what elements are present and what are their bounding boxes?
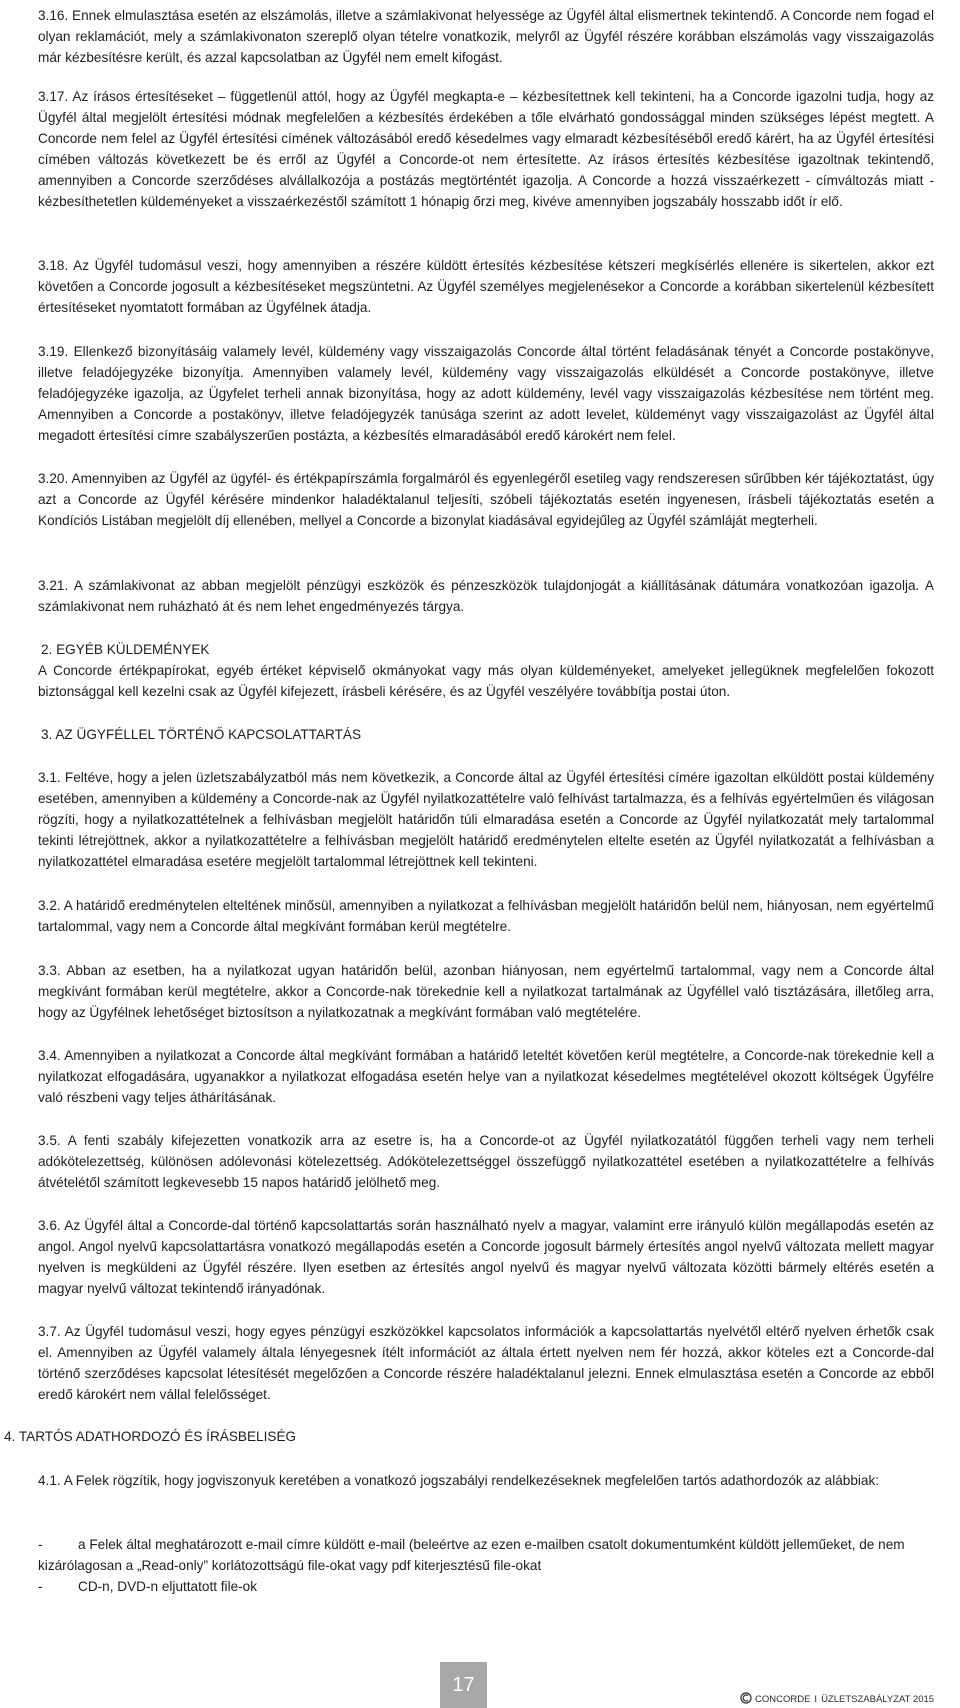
paragraph-3-19: 3.19. Ellenkező bizonyításáig valamely levél, küldemény vagy visszaigazolás Concorde által történt feladásának tényét a Concorde postakönyve, illetve feladójegyzéke bizonyítja. Amennyiben valamely levél, küldemény vagy visszaigazolás elküldését a Concorde postakönyve, illetve feladójegyzéke igazolja, az Ügyfelet terheli annak bizonyítása, hogy az adott küldemény, levél vagy visszaigazolás kézbesítése nem történt meg. Amennyiben a Concorde a postakönyv, illetve feladójegyzék tanúsága szerint az adott levelet, küldeményt vagy visszaigazolást az Ügyfél által megadott értesítési címre szabályszerűen postázta, a kézbesítés elmaradásából eredő károkért nem felel.	[38, 344, 934, 443]
section-heading-4: 4. TARTÓS ADATHORDOZÓ ÉS ÍRÁSBELISÉG	[4, 1429, 297, 1444]
paragraph-3-16: 3.16. Ennek elmulasztása esetén az elszámolás, illetve a számlakivonat helyessége az Ügyfél által elismertnek tekintendő. A Concorde nem fogad el olyan reklamációt, mely a számlakivonaton szereplő olyan tételre vonatkozik, melyről az Ügyfél részére korábban elszámolás vagy visszaigazolás már kézbesítésre került, és azzal kapcsolatban az Ügyfél nem emelt kifogást.	[38, 8, 934, 65]
footer-document-name: ÜZLETSZABÁLYZAT 2015	[821, 1694, 935, 1705]
list-dash: -	[38, 1537, 43, 1552]
paragraph-3-21: 3.21. A számlakivonat az abban megjelölt pénzügyi eszközök és pénzeszközök tulajdonjogát a kiállításának dátumára vonatkozóan igazolja. A számlakivonat nem ruházható át és nem lehet engedményezés tárgya.	[38, 578, 934, 614]
paragraph-3-5: 3.5. A fenti szabály kifejezetten vonatkozik arra az esetre is, ha a Concorde-ot az Ügyfél nyilatkozatától függően terheli vagy nem terheli adókötelezettség, különösen adólevonási kötelezettség. Adókötelezettséggel összefüggő nyilatkozattétel esetében a nyilatkozattételre a felhívás átvételétől számított legkevesebb 15 napos határidő jelölhető meg.	[38, 1133, 934, 1190]
footer-brand-name: CONCORDE	[755, 1694, 811, 1705]
list-item	[38, 1535, 934, 1577]
section-heading-2: 2. EGYÉB KÜLDEMÉNYEK	[41, 642, 210, 657]
page-number: 17	[440, 1662, 487, 1708]
paragraph-3-4: 3.4. Amennyiben a nyilatkozat a Concorde által megkívánt formában a határidő leteltét követően kerül megtételre, a Concorde-nak törekednie kell a nyilatkozat elfogadására, ugyanakkor a nyilatkozat elfogadása esetén helye van a nyilatkozat késedelmes megtételével okozott költségek Ügyfélre való részbeni vagy teljes áthárításának.	[38, 1048, 934, 1105]
paragraph-4-1: 4.1. A Felek rögzítik, hogy jogviszonyuk keretében a vonatkozó jogszabályi rendelkezéseknek megfelelően tartós adathordozók az alábbiak:	[38, 1473, 880, 1488]
concorde-logo-icon	[740, 1692, 753, 1708]
list-item-text: a Felek által meghatározott e-mail címre küldött e-mail (beleértve az ezen e-mailben csatolt dokumentumként küldött jelleműeket, de nem kizárólagosan a „Read-only” korlátozottságú file-okat vagy pdf kiterjesztésű file-okat	[38, 1537, 905, 1573]
paragraph-3-17: 3.17. Az írásos értesítéseket – függetlenül attól, hogy az Ügyfél megkapta-e – kézbesítettnek kell tekinteni, ha a Concorde igazolni tudja, hogy az Ügyfél által megjelölt értesítési módnak megfelelően a kézbesítés érdekében a tőle elvárható gondossággal minden szükséges lépést megtett. A Concorde nem felel az Ügyfél értesítési címének változásából eredő késedelmes vagy elmaradt kézbesítéséből eredő kárért, ha az Ügyfél értesítési címében változás következett be és erről az Ügyfél a Concorde-ot nem értesítette. Az írásos értesítés kézbesítése igazoltnak tekintendő, amennyiben a Concorde szerződéses alvállalkozója a postázás megtörténtét igazolja. A Concorde a hozzá visszaérkezett - címváltozás miatt - kézbesíthetetlen küldeményeket a visszaérkezéstől számított 1 hónapig őrzi meg, kivéve amennyiben jogszabály hosszabb időt ír elő.	[38, 89, 934, 209]
list-dash: -	[38, 1579, 43, 1594]
footer-brand	[740, 1692, 934, 1708]
footer-separator: I	[814, 1694, 818, 1705]
paragraph-3-18: 3.18. Az Ügyfél tudomásul veszi, hogy amennyiben a részére küldött értesítés kézbesítése kétszeri megkísérlés ellenére is sikertelen, akkor ezt követően a Concorde jogosult a kézbesítéseket megszüntetni. Az Ügyfél személyes megjelenésekor a Concorde a korábban sikertelenül kézbesített értesítéseket nyomtatott formában az Ügyfélnek átadja.	[38, 258, 934, 315]
paragraph-3-1: 3.1. Feltéve, hogy a jelen üzletszabályzatból más nem következik, a Concorde által az Ügyfél értesítési címére igazoltan elküldött postai küldemény esetében, amennyiben a küldemény a Concorde-nak az Ügyfél nyilatkozattételre való felhívást tartalmazza, és a felhívás egyértelműen és világosan rögzíti, hogy a nyilatkozattételnek a felhívásban megjelölt határidőn túli elmaradása esetén a Concorde az Ügyfél nyilatkozatát mely tartalommal tekinti létrejöttnek, akkor a nyilatkozattételre a felhívásban megjelölt határidő eredménytelen eltelte esetén az Ügyfél nyilatkozatát a felhívásban a nyilatkozattétel elmaradása esetére megjelölt tartalommal létrejöttnek kell tekinteni.	[38, 770, 934, 869]
paragraph-3-6: 3.6. Az Ügyfél által a Concorde-dal történő kapcsolattartás során használható nyelv a magyar, valamint erre irányuló külön megállapodás esetén az angol. Angol nyelvű kapcsolattartásra vonatkozó megállapodás esetén a Concorde jogosult bármely értesítés angol nyelvű változata mellett magyar nyelven is megküldeni az Ügyfél részére. Ilyen esetben az értesítés angol nyelvű és magyar nyelvű változata közötti bármely eltérés esetén a magyar nyelvű változat tekintendő irányadónak.	[38, 1218, 934, 1296]
paragraph-3-2: 3.2. A határidő eredménytelen elteltének minősül, amennyiben a nyilatkozat a felhívásban megjelölt határidőn belül nem, hiányosan, nem egyértelmű tartalommal, vagy nem a Concorde által megkívánt formában kerül megtételre.	[38, 898, 934, 934]
paragraph-3-20: 3.20. Amennyiben az Ügyfél az ügyfél- és értékpapírszámla forgalmáról és egyenlegéről esetileg vagy rendszeresen sűrűbben kér tájékoztatást, úgy azt a Concorde az Ügyfél kérésére mindenkor haladéktalanul teljesíti, szóbeli tájékoztatás esetén ingyenesen, írásbeli tájékoztatás esetén a Kondíciós Listában megjelölt díj ellenében, mellyel a Concorde a bizonylat kiadásával egyidejűleg az Ügyfél számláját megterheli.	[38, 471, 934, 528]
paragraph-2: A Concorde értékpapírokat, egyéb értéket képviselő okmányokat vagy más olyan küldeményeket, amelyeket jellegüknek megfelelően fokozott biztonsággal kell kezelni csak az Ügyfél kifejezett, írásbeli kérésére, és az Ügyfél veszélyére továbbítja postai úton.	[38, 663, 934, 699]
list-item-text: CD-n, DVD-n eljuttatott file-ok	[78, 1579, 258, 1594]
paragraph-3-3: 3.3. Abban az esetben, ha a nyilatkozat ugyan határidőn belül, azonban hiányosan, nem egyértelmű tartalommal, vagy nem a Concorde által megkívánt formában kerül megtételre, akkor a Concorde-nak törekednie kell a nyilatkozat tartalmának az Ügyféllel való tisztázására, illetőleg arra, hogy az Ügyfélnek lehetőséget biztosítson a nyilatkozatnak a megkívánt formában való megtételére.	[38, 963, 934, 1020]
paragraph-3-7: 3.7. Az Ügyfél tudomásul veszi, hogy egyes pénzügyi eszközökkel kapcsolatos információk a kapcsolattartás nyelvétől eltérő nyelven érhetők csak el. Amennyiben az Ügyfél valamely általa lényegesnek ítélt információt az általa értett nyelven nem fér hozzá, akkor köteles ezt a Concorde-dal történő szerződéses kapcsolat létesítését megelőzően a Concorde részére haladéktalanul jelezni. Ennek elmulasztása esetén a Concorde az ebből eredő károkért nem vállal felelősséget.	[38, 1324, 934, 1402]
section-heading-3: 3. AZ ÜGYFÉLLEL TÖRTÉNŐ KAPCSOLATTARTÁS	[41, 727, 362, 742]
list-item	[38, 1577, 934, 1598]
